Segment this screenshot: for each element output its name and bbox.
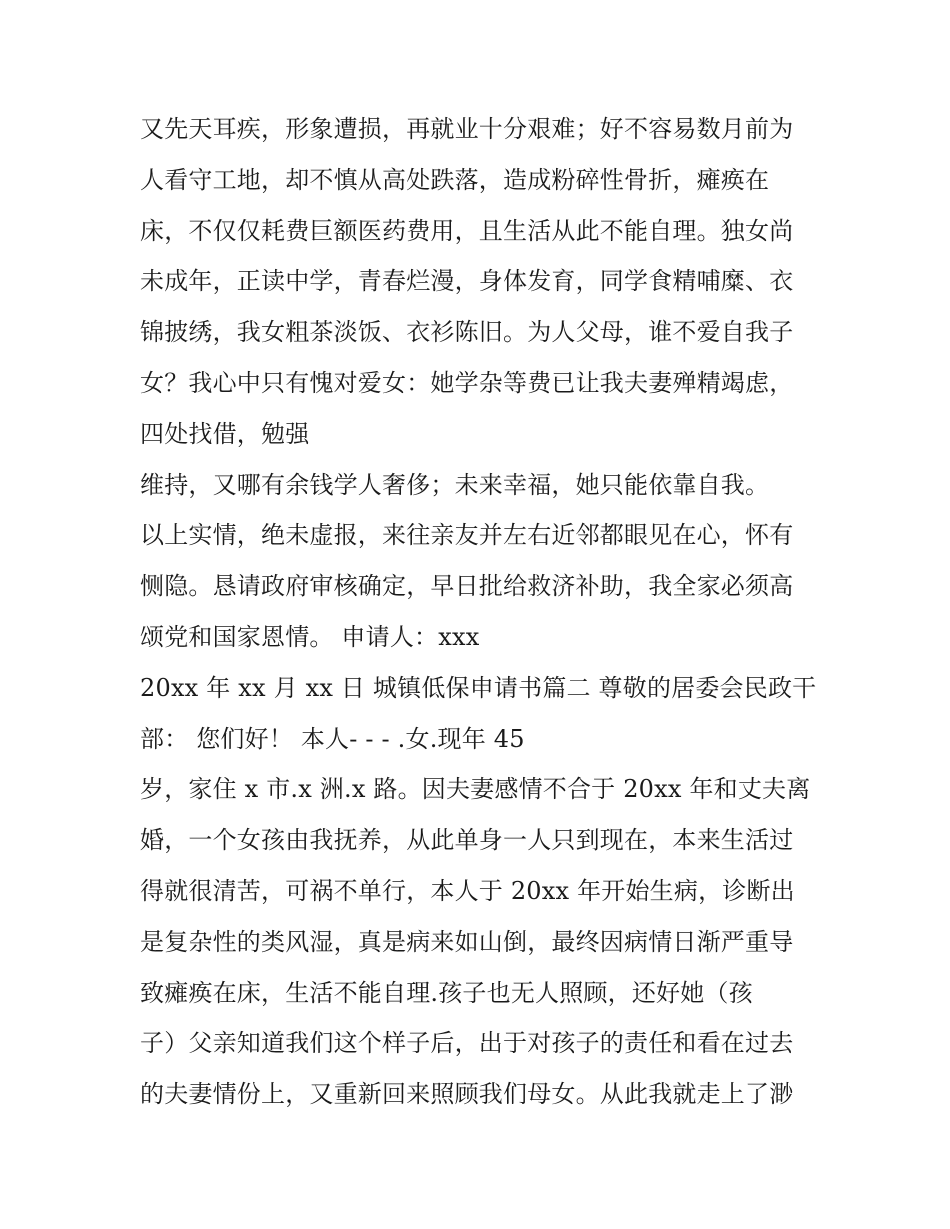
- text-line: 岁，家住 x 市.x 洲.x 路。因夫妻感情不合于 20xx 年和丈夫离: [140, 775, 811, 804]
- text-line: 是复杂性的类风湿，真是病来如山倒，最终因病情日渐严重导: [140, 927, 794, 956]
- text-line: 颂党和国家恩情。 申请人：xxx: [140, 622, 480, 651]
- text-line: 以上实情，绝未虚报，来往亲友并左右近邻都眼见在心，怀有: [140, 521, 794, 550]
- text-line: 得就很清苦，可祸不单行，本人于 20xx 年开始生病，诊断出: [140, 876, 795, 905]
- body-text: [140, 104, 820, 1120]
- text-line: 婚，一个女孩由我抚养，从此单身一人只到现在，本来生活过: [140, 826, 794, 855]
- text-line: 床，不仅仅耗费巨额医药费用，且生活从此不能自理。独女尚: [140, 216, 794, 245]
- text-line: 恻隐。恳请政府审核确定，早日批给救济补助，我全家必须高: [140, 572, 794, 601]
- text-line: 四处找借，勉强: [140, 419, 310, 448]
- text-line: 子）父亲知道我们这个样子后，出于对孩子的责任和看在过去: [140, 1029, 794, 1058]
- text-line: 20xx 年 xx 月 xx 日 城镇低保申请书篇二 尊敬的居委会民政干: [140, 673, 817, 702]
- text-line: 部： 您们好！ 本人- - - .女.现年 45: [140, 724, 525, 753]
- text-line: 女？我心中只有愧对爱女：她学杂等费已让我夫妻殚精竭虑，: [140, 368, 794, 397]
- text-line: 又先天耳疾，形象遭损，再就业十分艰难；好不容易数月前为: [140, 115, 794, 143]
- text-line: 人看守工地，却不慎从高处跌落，造成粉碎性骨折，瘫痪在: [140, 165, 770, 194]
- text-line: 锦披绣，我女粗茶淡饭、衣衫陈旧。为人父母，谁不爱自我子: [140, 318, 794, 347]
- text-line: 未成年，正读中学，青春烂漫，身体发育，同学食精哺糜、衣: [140, 267, 794, 296]
- text-line: 维持，又哪有余钱学人奢侈；未来幸福，她只能依靠自我。: [140, 470, 770, 499]
- text-line: 的夫妻情份上，又重新回来照顾我们母女。从此我就走上了渺: [140, 1080, 794, 1109]
- text-line: 致瘫痪在床，生活不能自理.孩子也无人照顾，还好她（孩: [140, 978, 753, 1007]
